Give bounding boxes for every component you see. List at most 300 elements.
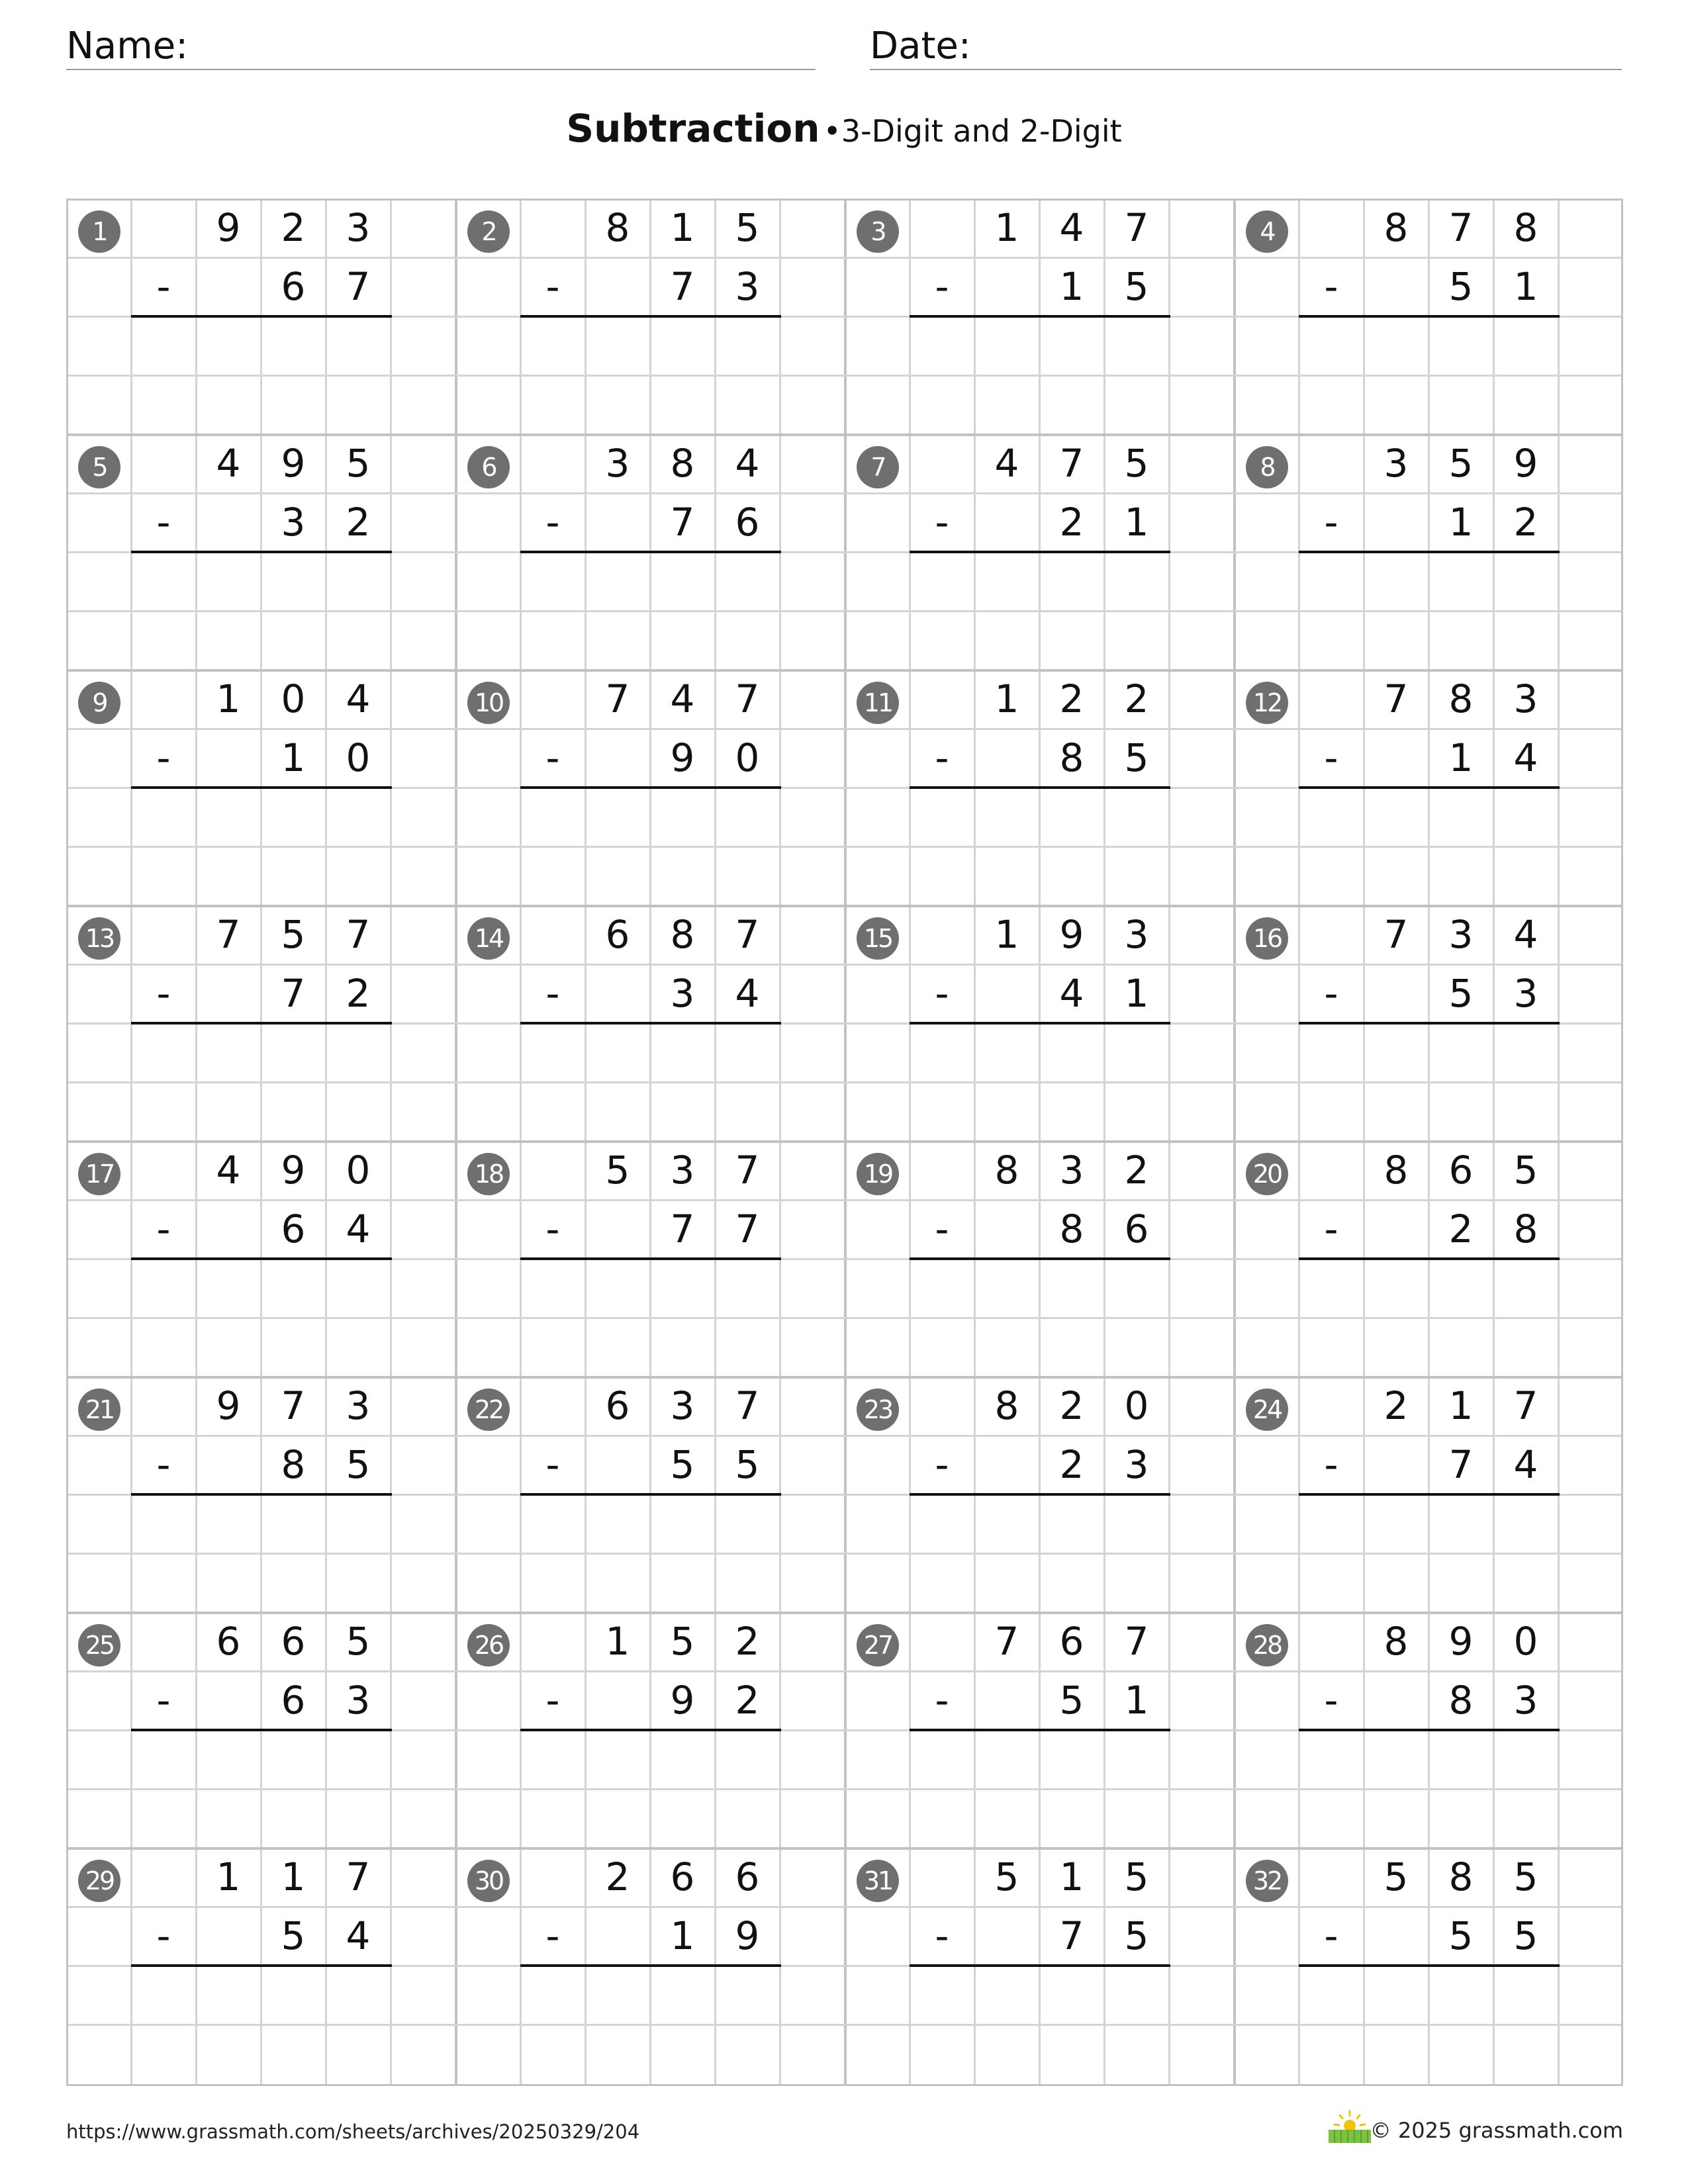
subtrahend-digit: 2 — [735, 1678, 760, 1723]
subtraction-problem — [455, 1377, 845, 1612]
minuend-digit: 6 — [605, 1383, 630, 1428]
minuend-digit: 3 — [1124, 912, 1149, 957]
subtraction-problem — [66, 670, 455, 905]
minuend-digit: 3 — [1448, 912, 1474, 957]
minus-sign: - — [156, 264, 171, 309]
minuend-digit: 6 — [1448, 1148, 1474, 1193]
subtrahend-digit: 1 — [1059, 264, 1084, 309]
minuend-digit: 8 — [1383, 1619, 1409, 1664]
minuend-digit: 3 — [1383, 441, 1409, 486]
subtraction-problem — [455, 670, 845, 905]
problem-grid — [66, 199, 1623, 2086]
subtraction-problem — [66, 199, 455, 434]
problem-number-badge: 23 — [857, 1388, 899, 1431]
answer-line — [1299, 1493, 1560, 1496]
minuend-digit: 6 — [1059, 1619, 1084, 1664]
subtraction-problem — [1234, 1141, 1623, 1377]
problem-number-badge: 14 — [467, 917, 510, 960]
subtraction-problem — [845, 905, 1234, 1141]
minuend-digit: 4 — [1513, 912, 1538, 957]
subtraction-problem — [845, 1141, 1234, 1377]
minus-sign: - — [935, 1678, 949, 1723]
minus-sign: - — [1324, 500, 1338, 545]
subtrahend-digit: 8 — [1513, 1206, 1538, 1251]
answer-line — [1299, 315, 1560, 318]
minus-sign: - — [935, 971, 949, 1016]
minuend-digit: 9 — [1448, 1619, 1474, 1664]
problem-number-badge: 32 — [1246, 1860, 1288, 1902]
minuend-digit: 7 — [1448, 205, 1474, 250]
subtrahend-digit: 2 — [346, 500, 371, 545]
minuend-digit: 9 — [216, 1383, 241, 1428]
subtraction-problem — [1234, 670, 1623, 905]
minuend-digit: 1 — [281, 1854, 306, 1899]
subtrahend-digit: 8 — [281, 1442, 306, 1487]
subtrahend-digit: 7 — [670, 1206, 695, 1251]
minuend-digit: 2 — [735, 1619, 760, 1664]
sun-icon — [1335, 2111, 1365, 2132]
minuend-digit: 6 — [670, 1854, 695, 1899]
answer-line — [1299, 551, 1560, 553]
minuend-digit: 5 — [1124, 441, 1149, 486]
subtraction-problem — [455, 1612, 845, 1848]
minuend-digit: 7 — [1383, 912, 1409, 957]
minuend-digit: 9 — [216, 205, 241, 250]
minus-sign: - — [545, 264, 560, 309]
minus-sign: - — [1324, 1678, 1338, 1723]
answer-line — [520, 1493, 781, 1496]
minuend-digit: 5 — [735, 205, 760, 250]
subtrahend-digit: 3 — [1124, 1442, 1149, 1487]
minuend-digit: 7 — [216, 912, 241, 957]
minus-sign: - — [935, 500, 949, 545]
subtrahend-digit: 4 — [1513, 735, 1538, 780]
minuend-digit: 9 — [281, 1148, 306, 1193]
subtrahend-digit: 7 — [735, 1206, 760, 1251]
problem-number-badge: 3 — [857, 210, 899, 253]
answer-line — [1299, 786, 1560, 789]
minuend-digit: 8 — [670, 912, 695, 957]
minuend-digit: 7 — [1059, 441, 1084, 486]
minuend-digit: 4 — [346, 676, 371, 721]
subtrahend-digit: 3 — [346, 1678, 371, 1723]
minuend-digit: 7 — [281, 1383, 306, 1428]
subtrahend-digit: 9 — [670, 1678, 695, 1723]
subtraction-problem — [1234, 434, 1623, 670]
subtraction-problem — [455, 1141, 845, 1377]
minuend-digit: 5 — [346, 441, 371, 486]
minuend-digit: 5 — [1513, 1148, 1538, 1193]
subtrahend-digit: 9 — [670, 735, 695, 780]
minuend-digit: 8 — [1383, 205, 1409, 250]
subtrahend-digit: 4 — [346, 1913, 371, 1958]
subtraction-problem — [455, 1848, 845, 2083]
minuend-digit: 3 — [670, 1383, 695, 1428]
minus-sign: - — [935, 735, 949, 780]
subtrahend-digit: 7 — [1059, 1913, 1084, 1958]
minus-sign: - — [545, 735, 560, 780]
subtrahend-digit: 2 — [1448, 1206, 1474, 1251]
subtraction-problem — [1234, 1377, 1623, 1612]
problem-number-badge: 24 — [1246, 1388, 1288, 1431]
minus-sign: - — [1324, 1206, 1338, 1251]
minuend-digit: 0 — [1124, 1383, 1149, 1428]
subtraction-problem — [66, 1612, 455, 1848]
worksheet-title — [0, 106, 1688, 151]
minuend-digit: 8 — [670, 441, 695, 486]
minuend-digit: 6 — [605, 912, 630, 957]
subtrahend-digit: 5 — [670, 1442, 695, 1487]
answer-line — [131, 1729, 392, 1731]
subtraction-problem — [845, 434, 1234, 670]
subtrahend-digit: 4 — [346, 1206, 371, 1251]
subtrahend-digit: 1 — [1448, 500, 1474, 545]
minus-sign: - — [545, 971, 560, 1016]
problem-number-badge: 19 — [857, 1153, 899, 1195]
subtraction-problem — [1234, 905, 1623, 1141]
minuend-digit: 2 — [281, 205, 306, 250]
subtrahend-digit: 7 — [346, 264, 371, 309]
subtrahend-digit: 7 — [281, 971, 306, 1016]
answer-line — [910, 315, 1170, 318]
answer-line — [910, 1257, 1170, 1260]
minuend-digit: 4 — [1059, 205, 1084, 250]
answer-line — [520, 786, 781, 789]
minuend-digit: 8 — [1448, 676, 1474, 721]
minus-sign: - — [545, 1206, 560, 1251]
name-label: Name: — [66, 24, 189, 68]
minuend-digit: 5 — [1513, 1854, 1538, 1899]
answer-line — [131, 1964, 392, 1967]
answer-line — [131, 1257, 392, 1260]
minuend-digit: 5 — [670, 1619, 695, 1664]
subtrahend-digit: 6 — [735, 500, 760, 545]
minuend-digit: 7 — [735, 1383, 760, 1428]
subtrahend-digit: 5 — [1124, 1913, 1149, 1958]
minuend-digit: 1 — [216, 1854, 241, 1899]
minuend-digit: 4 — [216, 1148, 241, 1193]
subtrahend-digit: 7 — [670, 264, 695, 309]
subtrahend-digit: 1 — [1124, 1678, 1149, 1723]
subtrahend-digit: 7 — [1448, 1442, 1474, 1487]
minuend-digit: 2 — [1059, 676, 1084, 721]
problem-number-badge: 17 — [78, 1153, 120, 1195]
problem-number-badge: 29 — [78, 1860, 120, 1902]
date-label: Date: — [870, 24, 971, 68]
minuend-digit: 4 — [670, 676, 695, 721]
problem-number-badge: 2 — [467, 210, 510, 253]
minuend-digit: 9 — [1513, 441, 1538, 486]
title-sub: 3-Digit and 2-Digit — [841, 113, 1122, 149]
minus-sign: - — [935, 264, 949, 309]
problem-number-badge: 27 — [857, 1624, 899, 1666]
subtrahend-digit: 1 — [1448, 735, 1474, 780]
name-field[interactable] — [66, 20, 816, 70]
subtrahend-digit: 1 — [281, 735, 306, 780]
minuend-digit: 2 — [1059, 1383, 1084, 1428]
minuend-digit: 8 — [1513, 205, 1538, 250]
minuend-digit: 8 — [994, 1148, 1019, 1193]
subtrahend-digit: 3 — [735, 264, 760, 309]
footer-url: https://www.grassmath.com/sheets/archives/20250329/204 — [66, 2120, 640, 2143]
minuend-digit: 8 — [994, 1383, 1019, 1428]
minuend-digit: 1 — [605, 1619, 630, 1664]
subtrahend-digit: 4 — [735, 971, 760, 1016]
minus-sign: - — [545, 500, 560, 545]
minuend-digit: 5 — [346, 1619, 371, 1664]
subtrahend-digit: 6 — [281, 1206, 306, 1251]
problem-number-badge: 30 — [467, 1860, 510, 1902]
answer-line — [131, 1022, 392, 1024]
subtraction-problem — [455, 199, 845, 434]
minuend-digit: 7 — [994, 1619, 1019, 1664]
subtrahend-digit: 7 — [670, 500, 695, 545]
minuend-digit: 3 — [1513, 676, 1538, 721]
minus-sign: - — [935, 1206, 949, 1251]
subtrahend-digit: 8 — [1059, 1206, 1084, 1251]
minuend-digit: 7 — [1383, 676, 1409, 721]
minus-sign: - — [1324, 264, 1338, 309]
minus-sign: - — [1324, 1913, 1338, 1958]
answer-line — [520, 1022, 781, 1024]
subtrahend-digit: 1 — [670, 1913, 695, 1958]
subtrahend-digit: 2 — [1513, 500, 1538, 545]
minus-sign: - — [935, 1913, 949, 1958]
subtrahend-digit: 5 — [1124, 264, 1149, 309]
minuend-digit: 5 — [1124, 1854, 1149, 1899]
minuend-digit: 5 — [1448, 441, 1474, 486]
minuend-digit: 7 — [346, 1854, 371, 1899]
minuend-digit: 8 — [1383, 1148, 1409, 1193]
subtraction-problem — [455, 905, 845, 1141]
problem-number-badge: 16 — [1246, 917, 1288, 960]
subtrahend-digit: 5 — [1059, 1678, 1084, 1723]
minuend-digit: 8 — [1448, 1854, 1474, 1899]
minuend-digit: 7 — [605, 676, 630, 721]
minuend-digit: 1 — [670, 205, 695, 250]
minus-sign: - — [156, 500, 171, 545]
problem-number-badge: 26 — [467, 1624, 510, 1666]
minuend-digit: 1 — [994, 205, 1019, 250]
subtrahend-digit: 6 — [281, 1678, 306, 1723]
minuend-digit: 7 — [735, 912, 760, 957]
minuend-digit: 4 — [216, 441, 241, 486]
problem-number-badge: 22 — [467, 1388, 510, 1431]
minuend-digit: 1 — [1059, 1854, 1084, 1899]
subtrahend-digit: 5 — [1124, 735, 1149, 780]
minus-sign: - — [1324, 1442, 1338, 1487]
subtrahend-digit: 5 — [1513, 1913, 1538, 1958]
date-field[interactable] — [870, 20, 1622, 70]
minus-sign: - — [935, 1442, 949, 1487]
subtraction-problem — [845, 1377, 1234, 1612]
answer-line — [910, 786, 1170, 789]
minus-sign: - — [156, 971, 171, 1016]
answer-line — [1299, 1964, 1560, 1967]
subtrahend-digit: 4 — [1059, 971, 1084, 1016]
subtrahend-digit: 3 — [1513, 1678, 1538, 1723]
subtrahend-digit: 5 — [1448, 264, 1474, 309]
subtrahend-digit: 8 — [1059, 735, 1084, 780]
minuend-digit: 3 — [605, 441, 630, 486]
problem-number-badge: 10 — [467, 682, 510, 724]
problem-number-badge: 18 — [467, 1153, 510, 1195]
minuend-digit: 2 — [1383, 1383, 1409, 1428]
subtraction-problem — [66, 434, 455, 670]
minuend-digit: 7 — [735, 1148, 760, 1193]
minuend-digit: 1 — [994, 676, 1019, 721]
minus-sign: - — [156, 1206, 171, 1251]
problem-number-badge: 21 — [78, 1388, 120, 1431]
minuend-digit: 7 — [346, 912, 371, 957]
problem-number-badge: 8 — [1246, 446, 1288, 488]
answer-line — [131, 315, 392, 318]
subtraction-problem — [1234, 199, 1623, 434]
answer-line — [520, 551, 781, 553]
minuend-digit: 1 — [216, 676, 241, 721]
answer-line — [1299, 1022, 1560, 1024]
minus-sign: - — [156, 1913, 171, 1958]
answer-line — [520, 1729, 781, 1731]
subtrahend-digit: 5 — [281, 1913, 306, 1958]
problem-number-badge: 6 — [467, 446, 510, 488]
minuend-digit: 3 — [1059, 1148, 1084, 1193]
minuend-digit: 0 — [1513, 1619, 1538, 1664]
minus-sign: - — [1324, 735, 1338, 780]
problem-number-badge: 13 — [78, 917, 120, 960]
footer-copyright: © 2025 grassmath.com — [1370, 2118, 1623, 2143]
minuend-digit: 3 — [346, 1383, 371, 1428]
subtrahend-digit: 1 — [1124, 971, 1149, 1016]
minuend-digit: 2 — [605, 1854, 630, 1899]
problem-number-badge: 1 — [78, 210, 120, 253]
problem-number-badge: 28 — [1246, 1624, 1288, 1666]
subtraction-problem — [66, 1377, 455, 1612]
minuend-digit: 6 — [735, 1854, 760, 1899]
answer-line — [910, 1729, 1170, 1731]
minuend-digit: 1 — [1448, 1383, 1474, 1428]
subtrahend-digit: 0 — [735, 735, 760, 780]
minuend-digit: 7 — [1124, 205, 1149, 250]
problem-number-badge: 25 — [78, 1624, 120, 1666]
title-main: Subtraction — [566, 106, 820, 151]
title-bullet: • — [823, 113, 841, 149]
minuend-digit: 0 — [346, 1148, 371, 1193]
subtrahend-digit: 3 — [1513, 971, 1538, 1016]
minus-sign: - — [1324, 971, 1338, 1016]
subtraction-problem — [845, 1848, 1234, 2083]
subtrahend-digit: 6 — [281, 264, 306, 309]
answer-line — [910, 1493, 1170, 1496]
problem-number-badge: 9 — [78, 682, 120, 724]
minuend-digit: 4 — [994, 441, 1019, 486]
subtrahend-digit: 2 — [346, 971, 371, 1016]
subtrahend-digit: 1 — [1513, 264, 1538, 309]
subtrahend-digit: 8 — [1448, 1678, 1474, 1723]
subtrahend-digit: 5 — [735, 1442, 760, 1487]
problem-number-badge: 15 — [857, 917, 899, 960]
subtraction-problem — [455, 434, 845, 670]
minuend-digit: 5 — [994, 1854, 1019, 1899]
answer-line — [1299, 1257, 1560, 1260]
problem-number-badge: 7 — [857, 446, 899, 488]
subtrahend-digit: 6 — [1124, 1206, 1149, 1251]
subtrahend-digit: 5 — [1448, 1913, 1474, 1958]
minuend-digit: 9 — [281, 441, 306, 486]
subtraction-problem — [1234, 1848, 1623, 2083]
minuend-digit: 3 — [346, 205, 371, 250]
subtrahend-digit: 4 — [1513, 1442, 1538, 1487]
minus-sign: - — [156, 1678, 171, 1723]
subtrahend-digit: 2 — [1059, 1442, 1084, 1487]
minuend-digit: 6 — [216, 1619, 241, 1664]
minuend-digit: 1 — [994, 912, 1019, 957]
answer-line — [131, 551, 392, 553]
answer-line — [520, 315, 781, 318]
subtraction-problem — [66, 1141, 455, 1377]
minuend-digit: 2 — [1124, 1148, 1149, 1193]
answer-line — [131, 786, 392, 789]
subtrahend-digit: 2 — [1059, 500, 1084, 545]
minuend-digit: 4 — [735, 441, 760, 486]
minuend-digit: 2 — [1124, 676, 1149, 721]
answer-line — [1299, 1729, 1560, 1731]
subtrahend-digit: 3 — [670, 971, 695, 1016]
minus-sign: - — [156, 735, 171, 780]
minuend-digit: 6 — [281, 1619, 306, 1664]
answer-line — [131, 1493, 392, 1496]
subtrahend-digit: 1 — [1124, 500, 1149, 545]
minuend-digit: 3 — [670, 1148, 695, 1193]
minuend-digit: 8 — [605, 205, 630, 250]
minuend-digit: 7 — [1124, 1619, 1149, 1664]
answer-line — [520, 1964, 781, 1967]
subtraction-problem — [845, 670, 1234, 905]
answer-line — [520, 1257, 781, 1260]
minus-sign: - — [545, 1913, 560, 1958]
problem-number-badge: 12 — [1246, 682, 1288, 724]
minuend-digit: 5 — [605, 1148, 630, 1193]
subtraction-problem — [66, 905, 455, 1141]
minuend-digit: 0 — [281, 676, 306, 721]
subtraction-problem — [845, 1612, 1234, 1848]
subtrahend-digit: 5 — [1448, 971, 1474, 1016]
problem-number-badge: 31 — [857, 1860, 899, 1902]
minuend-digit: 9 — [1059, 912, 1084, 957]
subtraction-problem — [66, 1848, 455, 2083]
subtrahend-digit: 5 — [346, 1442, 371, 1487]
minus-sign: - — [545, 1442, 560, 1487]
problem-number-badge: 5 — [78, 446, 120, 488]
subtrahend-digit: 9 — [735, 1913, 760, 1958]
minuend-digit: 7 — [1513, 1383, 1538, 1428]
answer-line — [910, 551, 1170, 553]
answer-line — [910, 1022, 1170, 1024]
minus-sign: - — [545, 1678, 560, 1723]
subtraction-problem — [1234, 1612, 1623, 1848]
sun-over-grass-icon — [1327, 2107, 1373, 2144]
answer-line — [910, 1964, 1170, 1967]
problem-number-badge: 4 — [1246, 210, 1288, 253]
subtrahend-digit: 0 — [346, 735, 371, 780]
minuend-digit: 5 — [281, 912, 306, 957]
subtraction-problem — [845, 199, 1234, 434]
minuend-digit: 7 — [735, 676, 760, 721]
minuend-digit: 5 — [1383, 1854, 1409, 1899]
problem-number-badge: 11 — [857, 682, 899, 724]
subtrahend-digit: 3 — [281, 500, 306, 545]
problem-number-badge: 20 — [1246, 1153, 1288, 1195]
